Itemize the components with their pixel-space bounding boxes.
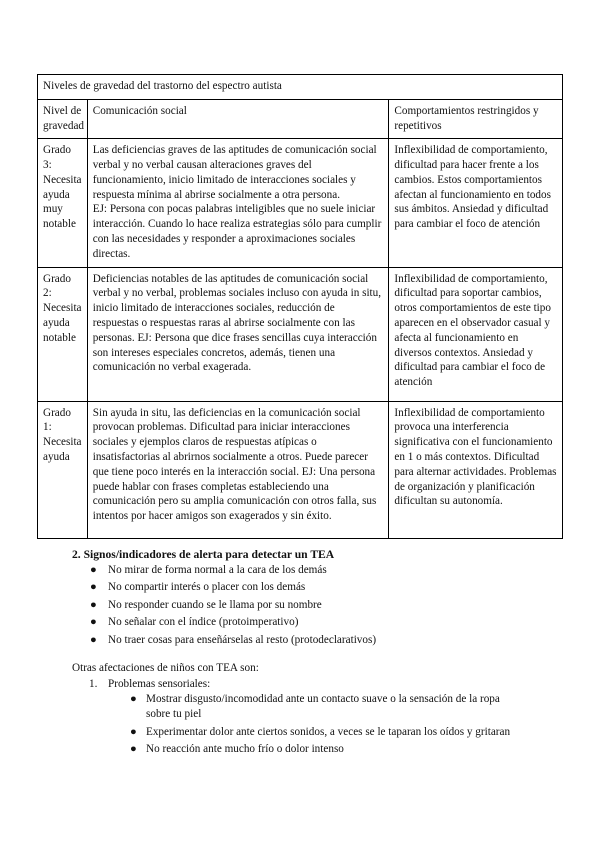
- list-item-text: Experimentar dolor ante ciertos sonidos, a veces se le taparan los oídos y gritaran: [146, 725, 511, 738]
- bullet-icon: ●: [90, 564, 97, 576]
- list-item-text: No traer cosas para enseñárselas al resto (protodeclarativos): [108, 633, 377, 646]
- table-row: [38, 401, 563, 538]
- bullet-icon: ●: [130, 743, 137, 756]
- other-effects-intro: Otras afectaciones de niños con TEA son:: [72, 662, 259, 674]
- list-item: [120, 742, 520, 757]
- row-behavior: Inflexibilidad de comportamiento, dificultad para hacer frente a los cambios. Estos comportamientos afectan al funcionamiento en todos sus ámbitos. Ansiedad y dificultad para cambiar el foco de atención: [389, 139, 563, 267]
- header-social: Comunicación social: [87, 99, 389, 139]
- header-level: Nivel de gravedad: [38, 99, 88, 139]
- list-item-text: No compartir interés o placer con los demás: [108, 581, 306, 594]
- list-item: [80, 563, 550, 580]
- section-2-heading: 2. Signos/indicadores de alerta para detectar un TEA: [72, 548, 335, 561]
- list-item: [80, 633, 550, 650]
- list-item-text: No responder cuando se le llama por su nombre: [108, 598, 322, 611]
- severity-table: [37, 74, 563, 539]
- list-item: [120, 725, 520, 740]
- row-level: Grado 3: Necesita ayuda muy notable: [38, 139, 88, 267]
- row-social: Sin ayuda in situ, las deficiencias en la comunicación social provocan problemas. Dificultad para iniciar interacciones sociales y ejemplos claros de respuestas atípicas o insatisfactorias al abrirnos socialmente a otros. Puede parecer que tiene poco interés en la interacción social. EJ: Una persona puede hablar con frases completas estableciendo una comunicación pero su amplia comunicación con otros falla, sus intentos por hacer amigos son exagerados y sin éxito.: [87, 401, 389, 538]
- table-row: [38, 267, 563, 401]
- row-behavior: Inflexibilidad de comportamiento, dificultad para soportar cambios, otros comportamientos de este tipo aparecen en el observador casual y afecta al funcionamiento en diversos contextos. Ansiedad y dificultad para cambiar el foco de atención: [389, 267, 563, 401]
- row-social-example: EJ: Persona con pocas palabras inteligibles que no suele iniciar interacción. Cuando lo hace realiza estrategias sólo para cumplir con las necesidades y responder a aproximaciones sociales directas.: [92, 203, 382, 260]
- bullet-icon: ●: [90, 598, 97, 611]
- alert-signs-list: [80, 563, 550, 650]
- bullet-icon: ●: [130, 693, 137, 705]
- list-item-text: No señalar con el índice (protoimperativo): [108, 616, 299, 629]
- numbered-item: [89, 677, 559, 692]
- list-item: [80, 580, 550, 597]
- list-item: [80, 615, 550, 632]
- item-label: Problemas sensoriales:: [108, 678, 211, 690]
- table-row: [38, 139, 563, 267]
- row-social: Deficiencias notables de las aptitudes de comunicación social verbal y no verbal, problemas sociales incluso con ayuda in situ, inicio limitado de interacciones sociales, reducción de respuestas o respuestas raras al abrirse socialmente con las personas. EJ: Persona que dice frases sencillas cuya interacción son intereses especiales concretos, además, tienen una comunicación no verbal exagerada.: [87, 267, 389, 401]
- list-item: [80, 598, 550, 615]
- table-title: Niveles de gravedad del trastorno del espectro autista: [38, 75, 563, 100]
- row-level: Grado 2: Necesita ayuda notable: [38, 267, 88, 401]
- bullet-icon: ●: [90, 633, 97, 646]
- header-behavior: Comportamientos restringidos y repetitivos: [389, 99, 563, 139]
- table-title-row: [38, 75, 563, 100]
- list-item: [120, 692, 520, 722]
- list-item-text: No reacción ante mucho frío o dolor intenso: [146, 743, 344, 756]
- list-item-text: No mirar de forma normal a la cara de los demás: [108, 564, 327, 576]
- row-social: [87, 139, 389, 267]
- table-header-row: [38, 99, 563, 139]
- row-social-text: Las deficiencias graves de las aptitudes de comunicación social verbal y no verbal causan alteraciones graves del funcionamiento, inicio limitado de interacciones sociales y respuesta mínima al abrirse socialmente a otra persona.: [92, 144, 377, 201]
- list-item-text: Mostrar disgusto/incomodidad ante un contacto suave o la sensación de la ropa sobre tu piel: [146, 693, 500, 720]
- bullet-icon: ●: [90, 616, 97, 629]
- bullet-icon: ●: [130, 725, 137, 738]
- row-level: Grado 1: Necesita ayuda: [38, 401, 88, 538]
- row-behavior: Inflexibilidad de comportamiento provoca una interferencia significativa con el funcionamiento en 1 o más contextos. Dificultad para alternar actividades. Problemas de organización y planificación dificultan su autonomía.: [389, 401, 563, 538]
- item-number: 1.: [89, 678, 98, 690]
- bullet-icon: ●: [90, 581, 97, 594]
- sensory-problems-list: [120, 692, 520, 760]
